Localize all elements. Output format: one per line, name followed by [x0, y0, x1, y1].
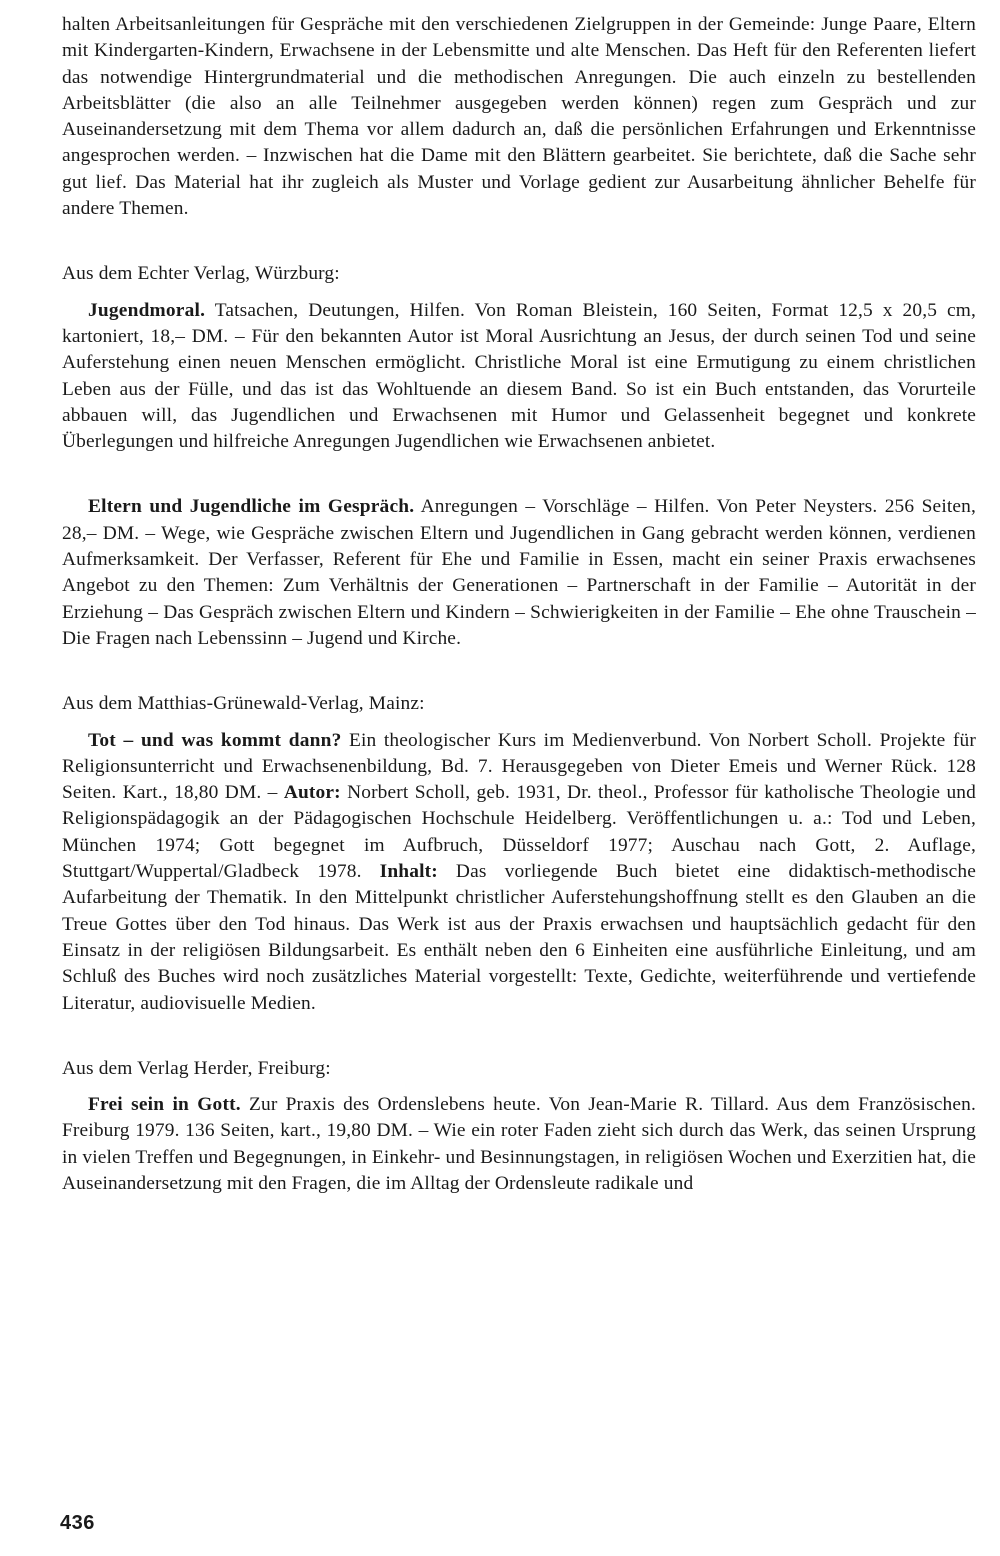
book-description: Zur Praxis des Ordenslebens heute. Von Jean-Marie R. Tillard. Aus dem Französischen. Freiburg 1979. 136 Seiten, kart., 19,80 DM. – Wie ein roter Faden zieht sich durch das Werk, das seinen Ursprung in vielen Treffen und Begegnungen, in Einkehr- und Besinnungstagen, in religiösen Wochen und Exerzitien hat, die Auseinandersetzung mit den Fragen, die im Alltag der Ordensleute radikale und — [62, 1094, 976, 1194]
book-title: Jugendmoral. — [88, 299, 206, 321]
book-entry-frei-sein — [62, 1092, 976, 1197]
author-description: Norbert Scholl, geb. 1931, Dr. theol., Professor für katholische Theologie und Religionspädagogik an der Pädagogischen Hochschule Heidelberg. Veröffentlichungen u. a.: Tod und Leben, München 1974; Gott begegnet im Aufbruch, Düsseldorf 1977; Auschau nach Gott, 2. Auflage, Stuttgart/Wuppertal/Gladbeck 1978. — [62, 782, 976, 883]
page-body — [62, 12, 976, 1197]
book-title: Frei sein in Gott. — [88, 1094, 241, 1116]
content-label: Inhalt: — [379, 861, 438, 883]
publisher-heading-echter: Aus dem Echter Verlag, Würzburg: — [62, 263, 340, 285]
book-description: Tatsachen, Deutungen, Hilfen. Von Roman Bleistein, 160 Seiten, Format 12,5 x 20,5 cm, kartoniert, 18,– DM. – Für den bekannten Autor ist Moral Ausrichtung an Jesus, der durch seinen Tod und seine Auferstehung einen neuen Menschen ermöglicht. Christliche Moral ist eine Ermutigung zu einem christlichen Leben aus der Fülle, und das ist das Wohltuende an diesem Band. So ist ein Buch entstanden, das Vorurteile abbauen will, das Jugendlichen und Erwachsenen mit Humor und Gelassenheit begegnet und konkrete Überlegungen und hilfreiche Anregungen Jugendlichen wie Erwachsenen anbietet. — [62, 299, 976, 453]
intro-paragraph: halten Arbeitsanleitungen für Gespräche mit den verschiedenen Zielgruppen in der Gemeinde: Junge Paare, Eltern mit Kindergarten-Kindern, Erwachsene in der Lebensmitte und alte Menschen. Das Heft für den Referenten liefert das notwendige Hintergrundmaterial und die methodischen Anregungen. Die auch einzeln zu bestellenden Arbeitsblätter (die also an alle Teilnehmer ausgegeben werden können) regen zum Gespräch und zur Auseinandersetzung mit dem Thema vor allem dadurch an, daß die persönlichen Erfahrungen und Erkenntnisse angesprochen werden. – Inzwischen hat die Dame mit den Blättern gearbeitet. Sie berichtete, daß die Sache sehr gut lief. Das Material hat ihr zugleich als Muster und Vorlage gedient zur Ausarbeitung ähnlicher Behelfe für andere Themen. — [62, 14, 976, 220]
author-label: Autor: — [283, 782, 341, 804]
book-entry-tot — [62, 728, 976, 1017]
book-description: Anregungen – Vorschläge – Hilfen. Von Peter Neysters. 256 Seiten, 28,– DM. – Wege, wie Gespräche zwischen Eltern und Jugendlichen in Gang gebracht werden können, verdienen Aufmerksamkeit. Der Verfasser, Referent für Ehe und Familie in Essen, macht ein seiner Praxis erwachsenes Angebot zu den Themen: Zum Verhältnis der Generationen – Partnerschaft in der Familie – Autorität in der Erziehung – Das Gespräch zwischen Eltern und Kindern – Schwierigkeiten in der Familie – Ehe ohne Trauschein – Die Fragen nach Lebenssinn – Jugend und Kirche. — [62, 496, 976, 649]
book-description: Ein theologischer Kurs im Medienverbund. Von Norbert Scholl. Projekte für Religionsunterricht und Erwachsenenbildung, Bd. 7. Herausgegeben von Dieter Emeis und Werner Rück. 128 Seiten. Kart., 18,80 DM. – — [62, 729, 976, 804]
book-entry-jugendmoral — [62, 298, 976, 456]
publisher-heading-gruenewald: Aus dem Matthias-Grünewald-Verlag, Mainz: — [62, 693, 425, 715]
page-number: 436 — [60, 1512, 95, 1534]
publisher-heading-herder: Aus dem Verlag Herder, Freiburg: — [62, 1057, 331, 1079]
book-entry-eltern — [62, 494, 976, 652]
book-title: Tot – und was kommt dann? — [88, 729, 342, 751]
book-title: Eltern und Jugendliche im Gespräch. — [88, 496, 415, 518]
content-description: Das vorliegende Buch bietet eine didaktisch-methodische Aufarbeitung der Thematik. In den Mittelpunkt christlicher Auferstehungshoffnung stellt es den Glauben an die Treue Gottes über den Tod hinaus. Das Werk ist aus der Praxis erwachsen und hauptsächlich gedacht für den Einsatz in der religiösen Bildungsarbeit. Es enthält neben den 6 Einheiten eine ausführliche Einleitung, und am Schluß des Buches wird noch zusätzliches Material vorgestellt: Texte, Gedichte, weiterführende und vertiefende Literatur, audiovisuelle Medien. — [62, 861, 976, 1014]
